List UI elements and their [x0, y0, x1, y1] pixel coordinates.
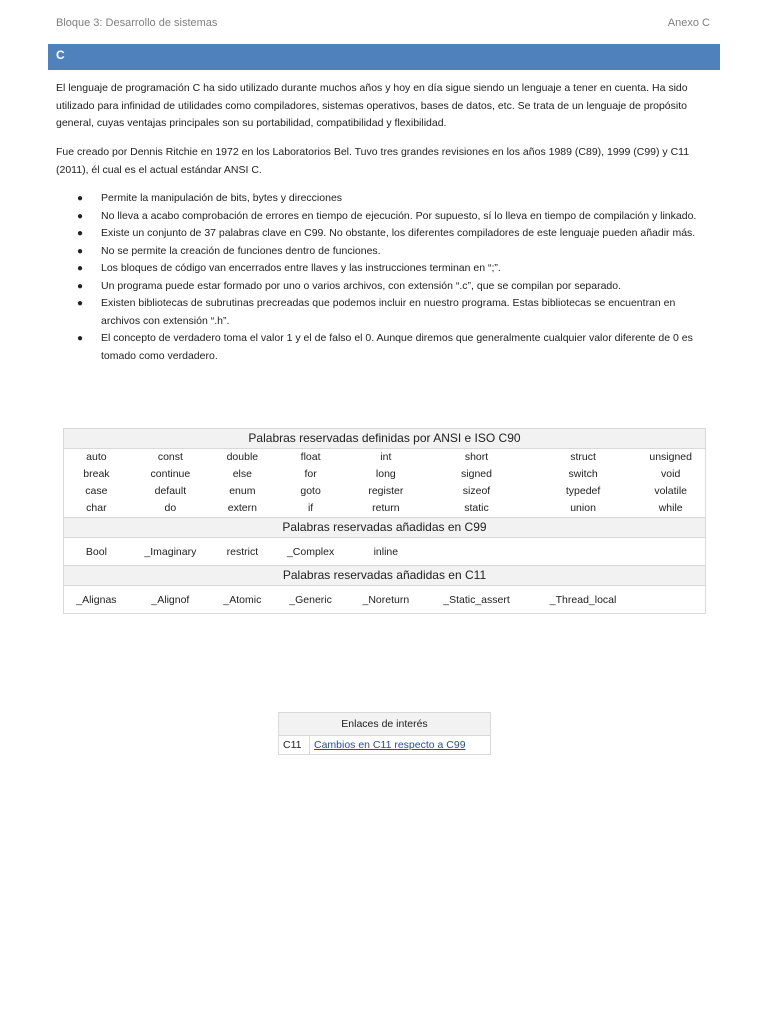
keyword-cell: return — [372, 502, 400, 514]
c11-changes-link[interactable]: Cambios en C11 respecto a C99 — [313, 739, 466, 751]
keyword-cell: enum — [229, 485, 256, 497]
header-annex-label: Anexo C — [667, 17, 710, 29]
keyword-cell: restrict — [226, 546, 259, 558]
c11-keywords-title: Palabras reservadas añadidas en C11 — [64, 566, 706, 586]
keyword-cell — [423, 538, 530, 566]
table-row — [64, 586, 706, 614]
keyword-cell: typedef — [565, 485, 601, 497]
keyword-cell — [530, 538, 637, 566]
keyword-cell: goto — [300, 485, 321, 497]
bullet-icon: ● — [77, 210, 84, 222]
keyword-cell: float — [300, 451, 321, 463]
keyword-cell: _Generic — [289, 594, 332, 606]
keyword-cell: case — [85, 485, 108, 497]
list-item: ● El concepto de verdadero toma el valor 1 y el de falso el 0. Aunque diremos que generalmente cualquier valor diferente de 0 es tomado como verdadero. — [77, 332, 693, 362]
bullet-icon: ● — [77, 245, 84, 257]
table-row — [64, 500, 706, 518]
keyword-cell: _Alignas — [76, 594, 117, 606]
history-paragraph: Fue creado por Dennis Ritchie en 1972 en los Laboratorios Bel. Tuvo tres grandes revisiones en los años 1989 (C89), 1999 (C99) y C11 (2011), él cual es el actual estándar ANSI C. — [56, 146, 690, 176]
table-header-row — [64, 566, 706, 586]
table-row — [279, 736, 491, 755]
keyword-cell: if — [307, 502, 314, 514]
link-cell — [309, 736, 490, 755]
page-header — [56, 17, 710, 33]
bullet-icon: ● — [77, 298, 84, 309]
keyword-cell: _Static_assert — [443, 594, 510, 606]
list-item: ● Permite la manipulación de bits, bytes y direcciones — [56, 190, 716, 208]
keyword-cell: double — [226, 451, 259, 463]
list-item: ● Existen bibliotecas de subrutinas precreadas que podemos incluir en nuestro programa. Estas bibliotecas se encuentran en archivos con extensión “.h”. — [77, 297, 676, 327]
keyword-cell: union — [570, 502, 596, 514]
keyword-cell: const — [157, 451, 183, 463]
keyword-cell: long — [375, 468, 396, 480]
keyword-cell: char — [86, 502, 107, 514]
keyword-cell: for — [304, 468, 317, 480]
links-table — [278, 712, 491, 755]
keyword-cell: default — [154, 485, 187, 497]
keyword-cell: break — [83, 468, 110, 480]
table-header-row — [279, 713, 491, 736]
bullet-icon: ● — [77, 333, 84, 344]
keyword-cell: _Atomic — [223, 594, 262, 606]
bullet-icon: ● — [77, 280, 84, 292]
keyword-cell: volatile — [654, 485, 688, 497]
keyword-cell: switch — [568, 468, 598, 480]
keyword-cell: while — [658, 502, 683, 514]
c90-keywords-title: Palabras reservadas definidas por ANSI e ISO C90 — [64, 429, 706, 449]
keyword-cell: sizeof — [462, 485, 491, 497]
keyword-cell — [636, 538, 705, 566]
bullet-icon: ● — [77, 228, 84, 239]
keyword-cell: extern — [227, 502, 257, 514]
keyword-cell: _Alignof — [151, 594, 190, 606]
keyword-cell: signed — [461, 468, 492, 480]
table-row — [64, 466, 706, 483]
list-item: ● Los bloques de código van encerrados entre llaves y las instrucciones terminan en “;”. — [56, 260, 716, 278]
list-item: ● No se permite la creación de funciones dentro de funciones. — [56, 243, 716, 261]
list-item: ● Existe un conjunto de 37 palabras clave en C99. No obstante, los diferentes compiladores de este lenguaje pueden añadir más. — [56, 225, 716, 243]
keyword-cell: _Thread_local — [549, 594, 617, 606]
features-list — [56, 190, 716, 365]
section-title: C — [48, 44, 720, 70]
link-label: C11 — [279, 736, 310, 755]
keyword-cell: static — [464, 502, 489, 514]
links-table-title: Enlaces de interés — [279, 713, 491, 736]
table-row — [64, 538, 706, 566]
keyword-cell — [636, 586, 705, 614]
table-row — [64, 449, 706, 467]
keyword-cell: Bool — [85, 546, 107, 558]
keyword-cell: continue — [150, 468, 191, 480]
keyword-cell: _Imaginary — [144, 546, 197, 558]
table-row — [64, 483, 706, 500]
bullet-icon: ● — [77, 263, 84, 274]
keyword-cell: int — [380, 451, 392, 463]
keyword-cell: struct — [570, 451, 596, 463]
list-item: ● No lleva a acabo comprobación de errores en tiempo de ejecución. Por supuesto, sí lo lleva en tiempo de compilación y linkado. — [56, 208, 716, 226]
bullet-icon: ● — [77, 193, 84, 204]
keyword-cell: short — [464, 451, 489, 463]
keyword-cell: unsigned — [649, 451, 692, 463]
reserved-words-table — [63, 428, 706, 614]
keyword-cell: inline — [373, 546, 399, 558]
keyword-cell: void — [661, 468, 681, 480]
keyword-cell: _Complex — [286, 546, 335, 558]
list-item: ● Un programa puede estar formado por uno o varios archivos, con extensión “.c”, que se compilan por separado. — [56, 278, 716, 296]
keyword-cell: register — [368, 485, 404, 497]
intro-paragraph: El lenguaje de programación C ha sido utilizado durante muchos años y hoy en día sigue siendo un lenguaje a tener en cuenta. Ha sido utilizado para infinidad de utilidades como compiladores, sistemas operativos, bases de datos, etc. Se trata de un lenguaje de propósito general, cuyas ventajas principales son su portabilidad, compatibilidad y flexibilidad. — [56, 82, 688, 129]
header-chapter-title: Bloque 3: Desarrollo de sistemas — [56, 17, 218, 29]
keyword-cell: _Noreturn — [362, 594, 410, 606]
keyword-cell: auto — [86, 451, 107, 463]
keyword-cell: do — [164, 502, 177, 514]
c99-keywords-title: Palabras reservadas añadidas en C99 — [64, 518, 706, 538]
table-header-row — [64, 518, 706, 538]
table-header-row — [64, 429, 706, 449]
keyword-cell: else — [232, 468, 252, 480]
